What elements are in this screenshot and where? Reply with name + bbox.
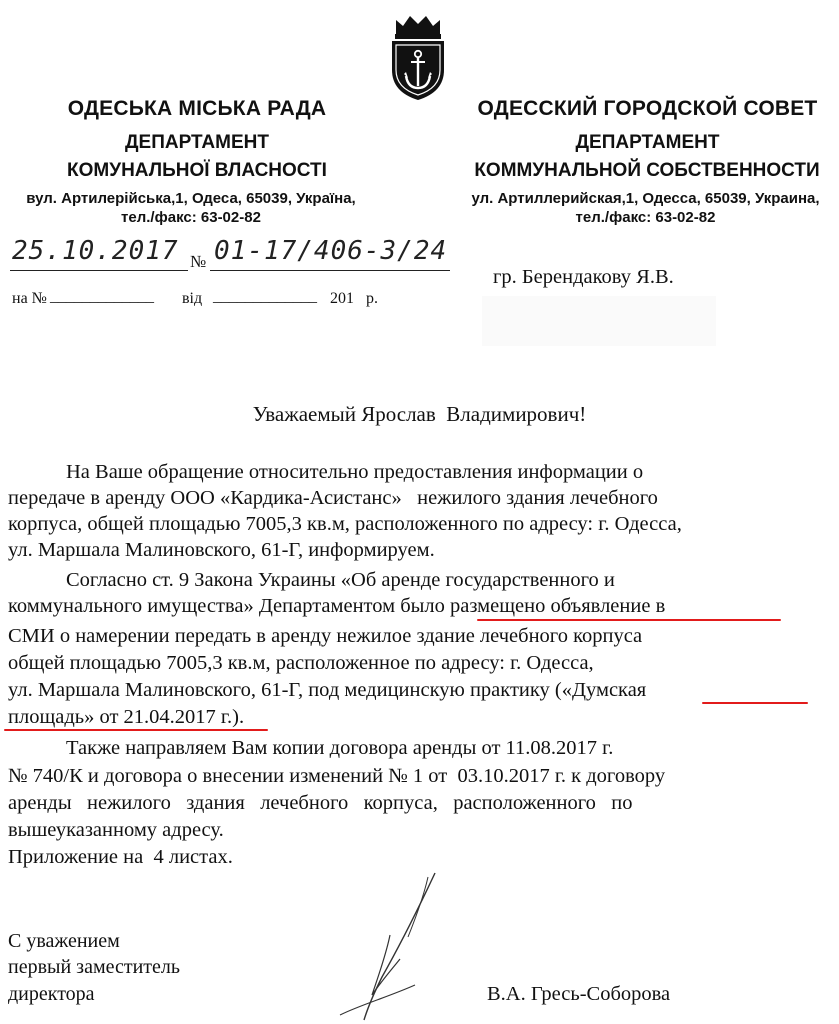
number-label: № bbox=[190, 252, 207, 271]
paragraph-3-line-3: аренды нежилого здания лечебного корпуса, расположенного по bbox=[8, 792, 633, 814]
closing-line-2: первый заместитель bbox=[8, 956, 181, 978]
paragraph-2-line-1: Согласно ст. 9 Закона Украины «Об аренде государственного и bbox=[66, 569, 615, 591]
address-line1-uk: вул. Артилерійська,1, Одеса, 65039, Україна, bbox=[26, 190, 356, 207]
closing-line-1: С уважением bbox=[8, 930, 120, 952]
paragraph-1-line-2: передаче в аренду ООО «Кардика-Асистанс» нежилого здания лечебного bbox=[8, 487, 658, 509]
paragraph-1-line-3: корпуса, общей площадью 7005,3 кв.м, расположенного по адресу: г. Одесса, bbox=[8, 513, 682, 535]
council-name-uk: ОДЕСЬКА МІСЬКА РАДА bbox=[67, 97, 327, 120]
paragraph-2-line-5: ул. Маршала Малиновского, 61-Г, под медицинскую практику («Думская bbox=[8, 679, 647, 701]
department-line2-uk: КОМУНАЛЬНОЇ ВЛАСНОСТІ bbox=[67, 160, 327, 181]
handwritten-signature bbox=[320, 865, 460, 1024]
ref-from-blank: _____________ bbox=[213, 288, 317, 305]
redacted-area bbox=[482, 296, 716, 346]
paragraph-3-line-1: Также направляем Вам копии договора аренды от 11.08.2017 г. bbox=[66, 737, 614, 759]
ref-from-label: від bbox=[182, 290, 203, 307]
coat-of-arms bbox=[386, 12, 450, 102]
department-line1-ru: ДЕПАРТАМЕНТ bbox=[575, 132, 720, 153]
closing-line-3: директора bbox=[8, 983, 95, 1005]
signatory-name: В.А. Гресь-Соборова bbox=[487, 983, 671, 1005]
council-name-ru: ОДЕССКИЙ ГОРОДСКОЙ СОВЕТ bbox=[477, 97, 818, 120]
ref-number-blank: _____________ bbox=[50, 288, 154, 305]
highlight-underline-date bbox=[4, 729, 268, 731]
department-line1-uk: ДЕПАРТАМЕНТ bbox=[125, 132, 269, 153]
address-line2-uk: тел./факс: 63-02-82 bbox=[121, 209, 261, 226]
recipient: гр. Берендакову Я.В. bbox=[493, 266, 674, 288]
number-underline bbox=[210, 270, 450, 271]
paragraph-2-line-2: коммунального имущества» Департаментом было размещено объявление в bbox=[8, 595, 666, 617]
paragraph-1-line-1: На Ваше обращение относительно предоставления информации о bbox=[66, 461, 644, 483]
handwritten-number: 01-17/406-3/24 bbox=[214, 236, 448, 266]
paragraph-3-line-2: № 740/К и договора о внесении изменений № 1 от 03.10.2017 г. к договору bbox=[8, 765, 666, 787]
paragraph-2-line-3: СМИ о намерении передать в аренду нежилое здание лечебного корпуса bbox=[8, 625, 643, 647]
date-underline bbox=[10, 270, 188, 271]
ref-number-label: на № bbox=[12, 290, 47, 307]
address-line2-ru: тел./факс: 63-02-82 bbox=[575, 209, 716, 226]
address-line1-ru: ул. Артиллерийская,1, Одесса, 65039, Украина, bbox=[471, 190, 820, 207]
highlight-underline-announcement bbox=[477, 619, 781, 621]
paragraph-2-line-4: общей площадью 7005,3 кв.м, расположенное по адресу: г. Одесса, bbox=[8, 652, 594, 674]
handwritten-date: 25.10.2017 bbox=[12, 236, 179, 266]
paragraph-1-line-4: ул. Маршала Малиновского, 61-Г, информируем. bbox=[8, 539, 435, 561]
department-line2-ru: КОММУНАЛЬНОЙ СОБСТВЕННОСТИ bbox=[474, 160, 820, 181]
salutation: Уважаемый Ярослав Владимирович! bbox=[252, 402, 587, 426]
ref-year: 201 р. bbox=[330, 290, 378, 307]
paragraph-3-line-4: вышеуказанному адресу. bbox=[8, 819, 224, 841]
attachment-note: Приложение на 4 листах. bbox=[8, 846, 233, 868]
highlight-underline-dumskaya bbox=[702, 702, 808, 704]
paragraph-2-line-6: площадь» от 21.04.2017 г.). bbox=[8, 706, 245, 728]
